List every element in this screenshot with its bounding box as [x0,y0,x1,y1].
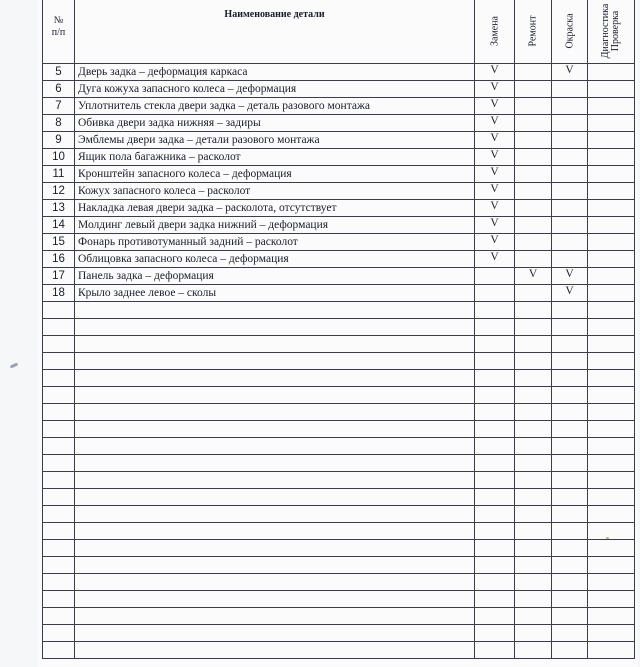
empty-cell [43,472,75,489]
empty-cell [552,302,588,319]
empty-cell [475,506,515,523]
empty-cell [43,353,75,370]
paint-mark [552,234,588,251]
paint-mark: V [552,268,588,285]
repair-mark [515,64,552,81]
row-number: 12 [43,183,75,200]
replace-mark: V [475,200,515,217]
empty-cell [515,387,552,404]
row-number: 8 [43,115,75,132]
part-name: Кронштейн запасного колеса – деформация [75,166,475,183]
empty-cell [515,302,552,319]
empty-table-row [43,421,635,438]
paper-smudge [10,362,19,368]
empty-cell [475,523,515,540]
part-name: Эмблемы двери задка – детали разового монтажа [75,132,475,149]
empty-table-row [43,574,635,591]
header-number: № п/п [43,0,75,64]
empty-cell [515,540,552,557]
empty-cell [515,472,552,489]
empty-cell [552,421,588,438]
replace-mark: V [475,251,515,268]
replace-mark: V [475,217,515,234]
empty-table-row [43,472,635,489]
diagnostics-mark [588,200,635,217]
part-name: Дверь задка – деформация каркаса [75,64,475,81]
empty-cell [552,625,588,642]
repair-mark [515,132,552,149]
empty-cell [515,625,552,642]
empty-cell [588,574,635,591]
table-header-row [43,0,635,64]
empty-cell [515,574,552,591]
empty-cell [475,472,515,489]
row-number: 14 [43,217,75,234]
empty-cell [475,540,515,557]
replace-mark: V [475,183,515,200]
empty-cell [588,370,635,387]
empty-cell [75,472,475,489]
empty-cell [515,608,552,625]
part-name: Уплотнитель стекла двери задка – деталь разового монтажа [75,98,475,115]
empty-cell [515,319,552,336]
table-row [43,268,635,285]
row-number: 10 [43,149,75,166]
empty-table-row [43,625,635,642]
empty-cell [475,404,515,421]
empty-cell [552,642,588,659]
table-row [43,251,635,268]
table-row [43,234,635,251]
paint-mark [552,149,588,166]
empty-table-row [43,387,635,404]
table-row [43,81,635,98]
empty-table-row [43,370,635,387]
empty-cell [75,608,475,625]
table-row [43,285,635,302]
empty-cell [75,336,475,353]
header-replace: Замена [475,0,515,64]
paint-mark [552,132,588,149]
empty-table-row [43,438,635,455]
empty-cell [43,302,75,319]
empty-cell [588,404,635,421]
paint-mark [552,217,588,234]
diagnostics-mark [588,285,635,302]
empty-cell [475,319,515,336]
empty-cell [515,523,552,540]
empty-cell [43,540,75,557]
table-row [43,115,635,132]
empty-cell [588,608,635,625]
part-name: Обивка двери задка нижняя – задиры [75,115,475,132]
empty-cell [552,540,588,557]
replace-mark: V [475,115,515,132]
repair-mark [515,234,552,251]
empty-cell [515,336,552,353]
empty-cell [588,387,635,404]
empty-cell [43,523,75,540]
empty-cell [552,319,588,336]
empty-cell [75,489,475,506]
empty-cell [475,557,515,574]
empty-cell [475,421,515,438]
repair-mark [515,217,552,234]
row-number: 6 [43,81,75,98]
table-row [43,64,635,81]
empty-cell [475,387,515,404]
replace-mark: V [475,98,515,115]
diagnostics-mark [588,217,635,234]
empty-cell [552,506,588,523]
empty-cell [475,625,515,642]
empty-cell [475,336,515,353]
empty-table-row [43,353,635,370]
row-number: 13 [43,200,75,217]
repair-mark [515,81,552,98]
diagnostics-mark [588,183,635,200]
empty-cell [43,404,75,421]
empty-cell [552,591,588,608]
table-row [43,132,635,149]
paint-mark [552,115,588,132]
repair-mark [515,183,552,200]
empty-cell [515,506,552,523]
empty-cell [552,523,588,540]
row-number: 16 [43,251,75,268]
repair-mark [515,166,552,183]
empty-cell [43,557,75,574]
empty-cell [588,523,635,540]
empty-cell [552,574,588,591]
empty-cell [588,625,635,642]
empty-cell [75,353,475,370]
empty-table-row [43,591,635,608]
empty-cell [552,472,588,489]
paint-mark [552,98,588,115]
empty-table-row [43,506,635,523]
empty-cell [75,421,475,438]
empty-cell [75,642,475,659]
empty-table-row [43,642,635,659]
empty-cell [75,302,475,319]
replace-mark: V [475,132,515,149]
part-name: Молдинг левый двери задка нижний – деформация [75,217,475,234]
paint-mark [552,200,588,217]
part-name: Фонарь противотуманный задний – расколот [75,234,475,251]
empty-cell [552,455,588,472]
row-number: 9 [43,132,75,149]
empty-cell [588,591,635,608]
table-row [43,200,635,217]
row-number: 17 [43,268,75,285]
row-number: 7 [43,98,75,115]
empty-cell [75,370,475,387]
empty-cell [43,625,75,642]
table-row [43,149,635,166]
repair-mark [515,98,552,115]
empty-cell [75,438,475,455]
empty-cell [588,506,635,523]
replace-mark [475,285,515,302]
empty-cell [75,404,475,421]
replace-mark: V [475,149,515,166]
empty-cell [588,353,635,370]
paint-mark [552,251,588,268]
empty-cell [475,608,515,625]
empty-cell [475,642,515,659]
row-number: 11 [43,166,75,183]
diagnostics-mark [588,132,635,149]
empty-table-row [43,489,635,506]
empty-cell [43,421,75,438]
empty-cell [475,302,515,319]
table-row [43,183,635,200]
part-name: Панель задка – деформация [75,268,475,285]
empty-cell [552,438,588,455]
part-name: Накладка левая двери задка – расколота, отсутствует [75,200,475,217]
paint-mark [552,166,588,183]
empty-cell [515,353,552,370]
empty-cell [515,421,552,438]
empty-cell [475,489,515,506]
repair-mark [515,251,552,268]
empty-cell [588,336,635,353]
header-repair: Ремонт [515,0,552,64]
table-row [43,217,635,234]
empty-cell [43,608,75,625]
empty-cell [43,387,75,404]
empty-cell [552,387,588,404]
repair-mark [515,149,552,166]
replace-mark [475,268,515,285]
empty-cell [43,319,75,336]
empty-cell [588,557,635,574]
empty-cell [43,336,75,353]
repair-mark: V [515,268,552,285]
empty-cell [75,625,475,642]
empty-cell [515,404,552,421]
diagnostics-mark [588,81,635,98]
diagnostics-mark [588,234,635,251]
empty-cell [75,455,475,472]
empty-table-row [43,608,635,625]
diagnostics-mark [588,149,635,166]
empty-cell [588,421,635,438]
empty-cell [43,455,75,472]
empty-cell [75,557,475,574]
empty-cell [475,455,515,472]
empty-table-row [43,523,635,540]
empty-cell [475,438,515,455]
empty-table-row [43,319,635,336]
empty-table-row [43,540,635,557]
part-name: Крыло заднее левое – сколы [75,285,475,302]
empty-cell [552,353,588,370]
empty-cell [515,370,552,387]
empty-cell [43,370,75,387]
diagnostics-mark [588,251,635,268]
row-number: 18 [43,285,75,302]
empty-cell [75,540,475,557]
empty-cell [552,370,588,387]
row-number: 15 [43,234,75,251]
empty-cell [552,336,588,353]
diagnostics-mark [588,98,635,115]
diagnostics-mark [588,115,635,132]
diagnostics-mark [588,268,635,285]
empty-cell [588,302,635,319]
empty-cell [75,506,475,523]
repair-mark [515,115,552,132]
empty-cell [75,387,475,404]
empty-table-row [43,336,635,353]
table-row [43,98,635,115]
header-diagnostics: Диагностика Проверка [588,0,635,64]
paint-mark: V [552,285,588,302]
replace-mark: V [475,166,515,183]
empty-cell [588,455,635,472]
paint-mark [552,81,588,98]
replace-mark: V [475,234,515,251]
empty-cell [588,540,635,557]
empty-cell [515,642,552,659]
empty-cell [515,557,552,574]
empty-cell [43,489,75,506]
row-number: 5 [43,64,75,81]
empty-cell [588,438,635,455]
empty-cell [43,574,75,591]
empty-cell [588,472,635,489]
empty-cell [75,591,475,608]
empty-cell [75,574,475,591]
empty-cell [75,523,475,540]
table-row [43,166,635,183]
empty-table-row [43,302,635,319]
empty-cell [515,591,552,608]
empty-cell [43,642,75,659]
header-part-name: Наименование детали [75,0,475,64]
empty-cell [588,642,635,659]
paint-mark [552,183,588,200]
replace-mark: V [475,64,515,81]
empty-cell [43,591,75,608]
empty-cell [43,438,75,455]
repair-mark [515,285,552,302]
empty-table-row [43,455,635,472]
empty-cell [475,591,515,608]
repair-mark [515,200,552,217]
empty-cell [552,608,588,625]
empty-cell [475,370,515,387]
empty-cell [552,557,588,574]
empty-cell [475,574,515,591]
diagnostics-mark [588,64,635,81]
header-paint: Окраска [552,0,588,64]
empty-table-row [43,404,635,421]
parts-table [42,0,635,659]
part-name: Ящик пола багажника – расколот [75,149,475,166]
part-name: Кожух запасного колеса – расколот [75,183,475,200]
empty-cell [588,489,635,506]
empty-cell [552,404,588,421]
part-name: Облицовка запасного колеса – деформация [75,251,475,268]
replace-mark: V [475,81,515,98]
empty-cell [43,506,75,523]
empty-cell [475,353,515,370]
empty-cell [515,438,552,455]
empty-cell [515,489,552,506]
paint-mark: V [552,64,588,81]
part-name: Дуга кожуха запасного колеса – деформация [75,81,475,98]
empty-cell [515,455,552,472]
empty-cell [75,319,475,336]
diagnostics-mark [588,166,635,183]
empty-cell [552,489,588,506]
empty-table-row [43,557,635,574]
empty-cell [588,319,635,336]
